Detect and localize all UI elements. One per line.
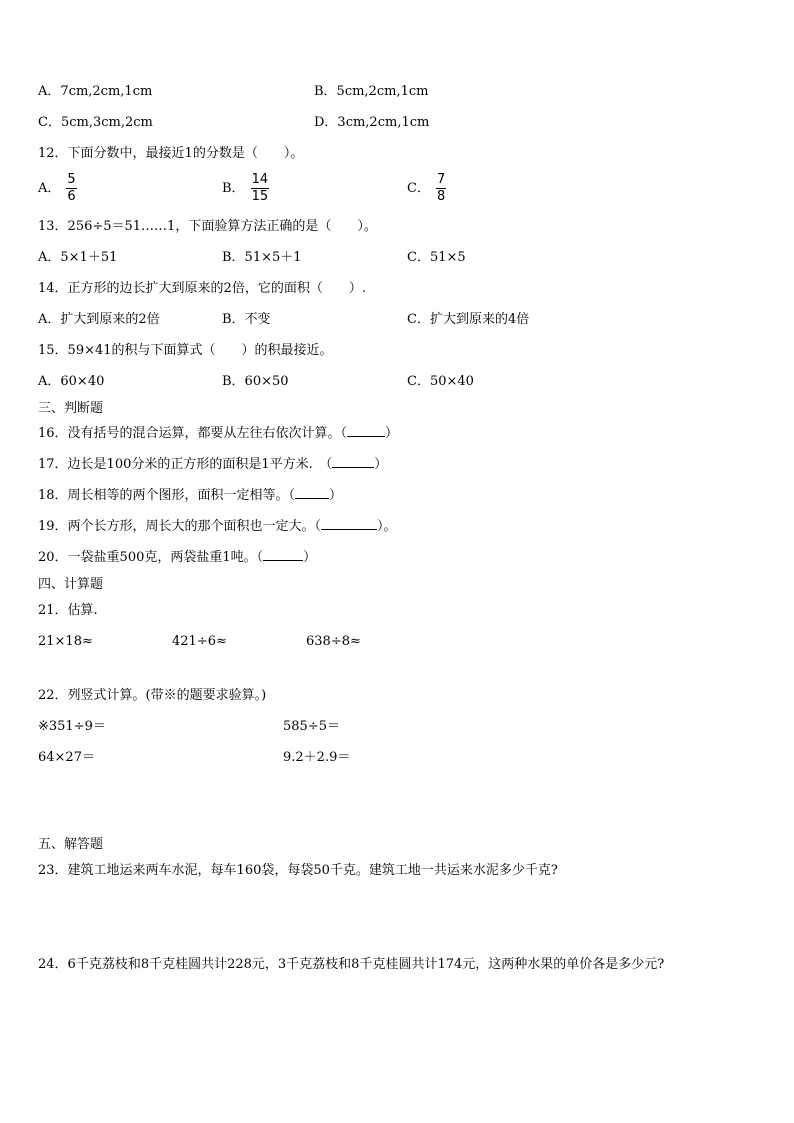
answer-blank[interactable] xyxy=(332,455,374,468)
section-heading-calculation: 四、计算题 xyxy=(38,577,104,592)
q20-text: 20．一袋盐重500克，两袋盐重1吨。（ xyxy=(38,550,264,565)
q14-option-b: B．不变 xyxy=(222,312,271,327)
q12-option-c-fraction xyxy=(436,172,446,205)
q12-option-b xyxy=(222,172,269,205)
section-heading-judgement: 三、判断题 xyxy=(38,401,104,416)
q21-stem: 21．估算. xyxy=(38,603,98,618)
q13-option-b: B．51×5＋1 xyxy=(222,250,302,265)
q13-option-a: A．5×1＋51 xyxy=(38,250,118,265)
q22-item: ※351÷9＝ xyxy=(38,719,106,734)
q17 xyxy=(38,455,387,475)
q20-close: ） xyxy=(303,550,317,565)
q13-option-c: C．51×5 xyxy=(407,250,466,265)
q21-item: 421÷6≈ xyxy=(172,634,227,649)
q14-option-c: C．扩大到原来的4倍 xyxy=(407,312,530,327)
answer-blank[interactable] xyxy=(347,424,385,437)
q18-text: 18．周长相等的两个图形，面积一定相等。（ xyxy=(38,488,296,503)
q20 xyxy=(38,548,316,568)
q22-item: 585÷5＝ xyxy=(283,719,340,734)
q11-option-b: B．5cm,2cm,1cm xyxy=(314,84,429,99)
fraction-denominator: 6 xyxy=(67,189,76,204)
q21-item: 21×18≈ xyxy=(38,634,93,649)
q17-text: 17．边长是100分米的正方形的面积是1平方米. （ xyxy=(38,457,333,472)
q23-stem: 23．建筑工地运来两车水泥，每车160袋，每袋50千克。建筑工地一共运来水泥多少千克? xyxy=(38,863,558,878)
q12-option-c-label: C． xyxy=(407,181,430,196)
q22-item: 64×27＝ xyxy=(38,750,95,765)
q16 xyxy=(38,424,398,444)
q12-option-a-fraction xyxy=(66,172,76,205)
q15-stem: 15．59×41的积与下面算式（ ）的积最接近。 xyxy=(38,343,333,358)
q12-option-a-label: A． xyxy=(38,181,61,196)
q22-stem: 22．列竖式计算。(带※的题要求验算。) xyxy=(38,688,267,703)
q16-text: 16．没有括号的混合运算，都要从左往右依次计算。（ xyxy=(38,426,348,441)
q19-text: 19．两个长方形，周长大的那个面积也一定大。（ xyxy=(38,519,322,534)
q17-close: ） xyxy=(374,457,388,472)
q24-stem: 24．6千克荔枝和8千克桂圆共计228元，3千克荔枝和8千克桂圆共计174元，这两种水果的单价各是多少元? xyxy=(38,957,665,972)
fraction-numerator: 7 xyxy=(436,172,446,187)
q12-option-c xyxy=(407,172,446,205)
q16-close: ） xyxy=(385,426,399,441)
answer-blank[interactable] xyxy=(263,548,303,561)
q19 xyxy=(38,517,397,537)
fraction-numerator: 14 xyxy=(251,172,269,187)
q13-stem: 13．256÷5＝51……1，下面验算方法正确的是（ ）。 xyxy=(38,219,377,234)
q12-option-b-fraction xyxy=(251,172,270,205)
q14-option-a: A．扩大到原来的2倍 xyxy=(38,312,160,327)
q15-option-b: B．60×50 xyxy=(222,374,289,389)
q22-item: 9.2＋2.9＝ xyxy=(283,750,351,765)
q15-option-a: A．60×40 xyxy=(38,374,105,389)
q11-option-a: A．7cm,2cm,1cm xyxy=(38,84,153,99)
q14-stem: 14．正方形的边长扩大到原来的2倍，它的面积（ ）. xyxy=(38,281,366,296)
q12-option-b-label: B． xyxy=(222,181,245,196)
q19-close: ）。 xyxy=(377,519,397,534)
answer-blank[interactable] xyxy=(321,517,377,530)
q18-close: ） xyxy=(329,488,343,503)
q12-option-a xyxy=(38,172,77,205)
answer-blank[interactable] xyxy=(295,486,329,499)
q15-option-c: C．50×40 xyxy=(407,374,474,389)
q11-option-c: C．5cm,3cm,2cm xyxy=(38,115,153,130)
fraction-numerator: 5 xyxy=(67,172,76,187)
fraction-denominator: 8 xyxy=(436,189,446,204)
q11-option-d: D．3cm,2cm,1cm xyxy=(314,115,430,130)
q21-item: 638÷8≈ xyxy=(306,634,361,649)
fraction-denominator: 15 xyxy=(251,189,269,204)
section-heading-word-problems: 五、解答题 xyxy=(38,837,104,852)
q12-stem: 12．下面分数中，最接近1的分数是（ ）。 xyxy=(38,146,304,161)
q18 xyxy=(38,486,342,506)
